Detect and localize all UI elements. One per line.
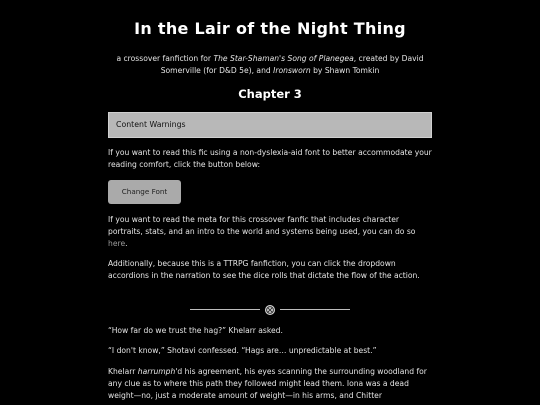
meta-notice-text: If you want to read the meta for this crossover fanfic that includes character portraits, stats, and an intro to the world and systems being used, you can do so — [108, 215, 416, 236]
meta-notice — [108, 214, 434, 250]
change-font-button[interactable]: Change Font — [108, 180, 181, 204]
subtitle-work2: Ironsworn — [273, 66, 311, 75]
subtitle-mid: , created by David Somerville (for D&D 5e), and — [160, 54, 424, 75]
subtitle — [100, 53, 440, 77]
content-warnings-accordion[interactable] — [108, 112, 432, 138]
subtitle-pre: a crossover fanfiction for — [116, 54, 214, 63]
content-warnings-label: Content Warnings — [116, 120, 186, 129]
meta-link[interactable]: here — [108, 239, 126, 248]
story-paragraph — [108, 366, 434, 402]
story-paragraph: “How far do we trust the hag?” Khelarr asked. — [108, 326, 283, 335]
story-paragraph: “I don't know,” Shotavi confessed. “Hags are… unpredictable at best.” — [108, 346, 377, 355]
story-text: 'd his agreement, his eyes scanning the surrounding woodland for any clue as to where this path they followed might lead them. Iona was a dead weight—no, just a moderate amount of weight—in his arms, and Chitter — [108, 367, 427, 400]
subtitle-work1: The Star-Shaman's Song of Planegea — [213, 54, 354, 63]
divider-line-right — [280, 309, 350, 310]
divider-line-left — [190, 309, 260, 310]
chapter-heading: Chapter 3 — [238, 87, 302, 101]
font-notice: If you want to read this fic using a non-dyslexia-aid font to better accommodate your reading comfort, click the button below: — [108, 148, 432, 169]
page-title: In the Lair of the Night Thing — [134, 19, 406, 38]
story-text: Khelarr — [108, 367, 138, 376]
dice-notice: Additionally, because this is a TTRPG fanfiction, you can click the dropdown accordions in the narration to see the dice rolls that dictate the flow of the action. — [108, 259, 420, 280]
subtitle-post: by Shawn Tomkin — [310, 66, 380, 75]
section-divider — [190, 304, 350, 316]
knot-ornament-icon — [264, 304, 276, 316]
story-italic: harrumph — [137, 367, 176, 376]
meta-notice-end: . — [125, 239, 128, 248]
